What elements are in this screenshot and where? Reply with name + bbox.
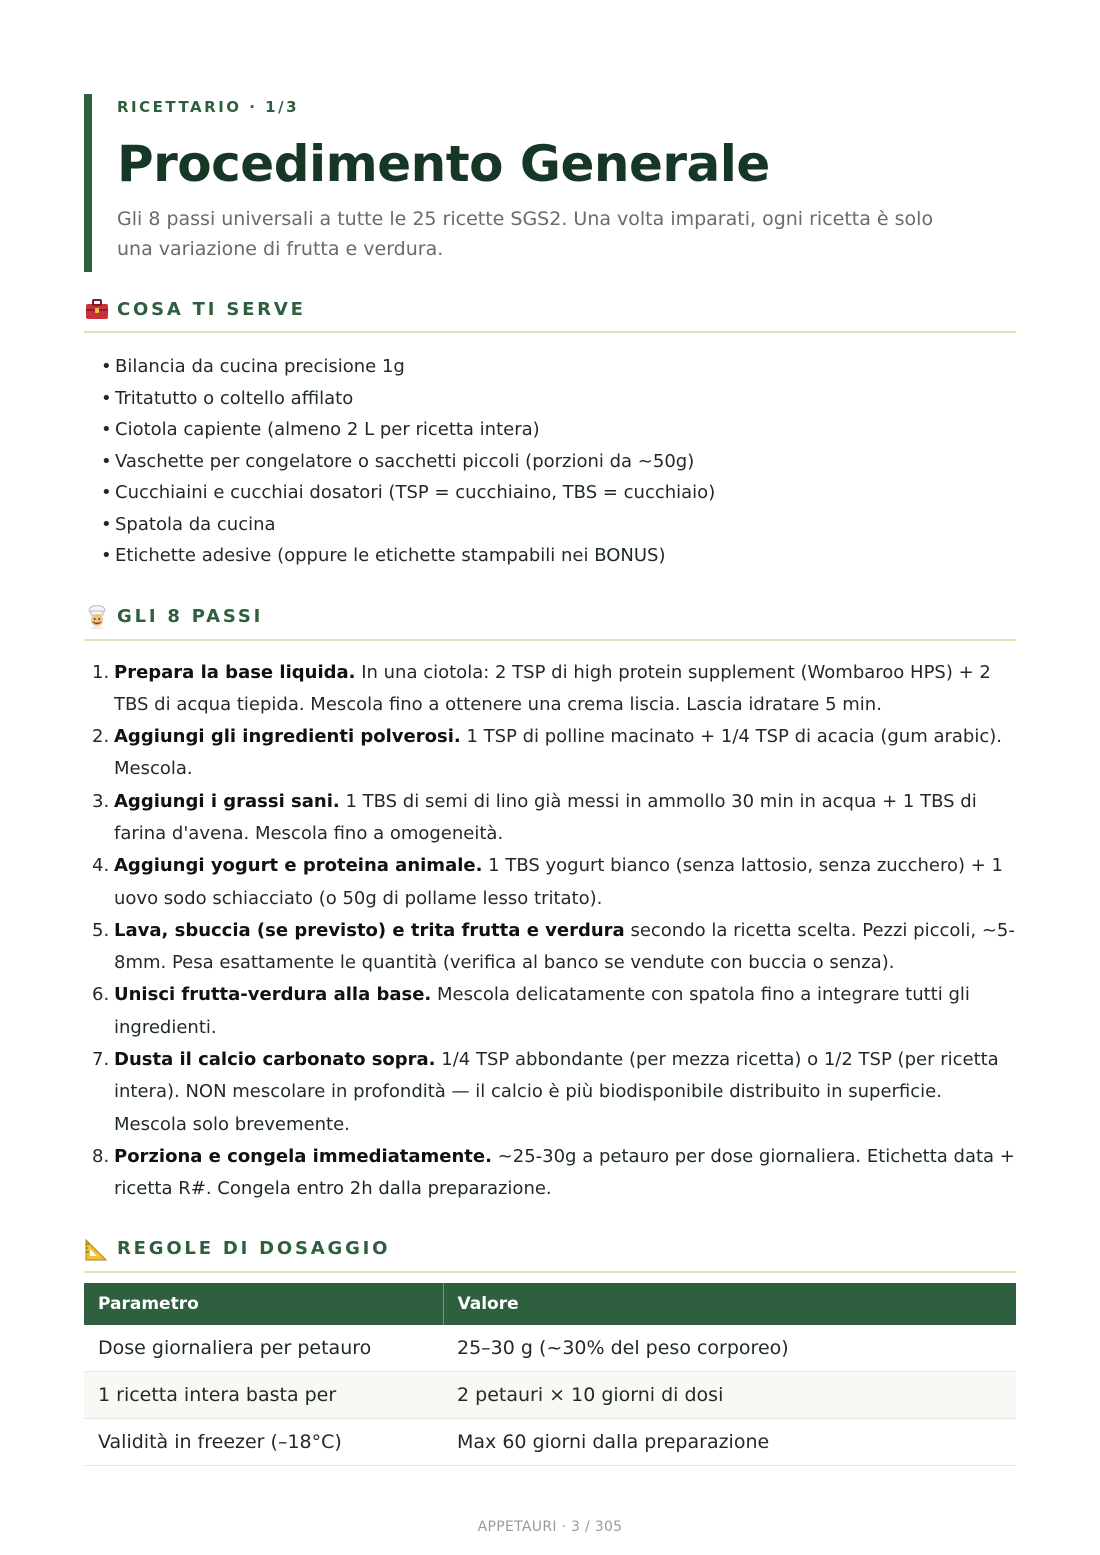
step-title: Porziona e congela immediatamente. (114, 1145, 492, 1167)
step-item (84, 1044, 1016, 1141)
step-title: Aggiungi yogurt e proteina animale. (114, 855, 483, 877)
step-number: 4. (92, 855, 110, 877)
list-item-text: Vaschette per congelatore o sacchetti piccoli (porzioni da ~50g) (115, 450, 695, 472)
steps-list (84, 657, 1016, 1206)
step-text: ~25-30g a petauro per dose giornaliera. Etichetta data + ricetta R#. Congela entro 2h dalla preparazione. (114, 1145, 1015, 1200)
list-item (101, 414, 1016, 446)
section-header-dosing (84, 1236, 1016, 1273)
list-item-text: Spatola da cucina (115, 513, 276, 535)
step-number: 5. (92, 919, 110, 941)
section-title-tools: COSA TI SERVE (117, 298, 306, 320)
step-item (84, 1141, 1016, 1206)
list-item (101, 477, 1016, 509)
step-number: 1. (92, 661, 110, 683)
list-item-text: Cucchiaini e cucchiai dosatori (TSP = cucchiaino, TBS = cucchiaio) (115, 482, 716, 503)
table-cell-parameter: Validità in freezer (–18°C) (84, 1418, 443, 1465)
section-header-tools (84, 296, 1016, 333)
step-item (84, 786, 1016, 851)
step-title: Lava, sbuccia (se previsto) e trita frutta e verdura (114, 919, 625, 941)
tools-list (84, 351, 1016, 572)
toolbox-icon (84, 296, 110, 322)
step-item (84, 915, 1016, 980)
section-title-dosing: REGOLE DI DOSAGGIO (117, 1238, 391, 1260)
bullet-icon: • (101, 387, 112, 409)
step-text: 1 TBS di semi di lino già messi in ammollo 30 min in acqua + 1 TBS di farina d'avena. Mescola fino a omogeneità. (114, 790, 977, 844)
bullet-icon: • (101, 545, 112, 566)
step-text: secondo la ricetta scelta. Pezzi piccoli, ~5-8mm. Pesa esattamente le quantità (verifica al banco se vendute con buccia o senza). (114, 919, 1015, 974)
step-number: 3. (92, 790, 110, 812)
list-item-text: Tritatutto o coltello affilato (115, 387, 354, 409)
step-number: 6. (92, 984, 110, 1006)
step-item (84, 721, 1016, 786)
section-header-steps (84, 604, 1016, 641)
dosing-table (84, 1283, 1016, 1466)
table-row (84, 1371, 1016, 1418)
page-footer: APPETAURI · 3 / 305 (477, 1519, 623, 1535)
column-header-parameter: Parametro (84, 1283, 443, 1325)
bullet-icon: • (101, 356, 112, 377)
step-item (84, 979, 1016, 1044)
step-title: Unisci frutta-verdura alla base. (114, 984, 432, 1006)
list-item-text: Bilancia da cucina precisione 1g (115, 356, 405, 377)
bullet-icon: • (101, 450, 112, 472)
accent-bar (84, 94, 92, 272)
list-item (101, 509, 1016, 541)
step-text: 1/4 TSP abbondante (per mezza ricetta) o 1/2 TSP (per ricetta intera). NON mescolare in profondità — il calcio è più biodisponibile distribuito in superficie. Mescola solo brevemente. (114, 1049, 999, 1135)
table-cell-parameter: Dose giornaliera per petauro (84, 1325, 443, 1372)
column-header-value: Valore (443, 1283, 1016, 1325)
page-title: Procedimento Generale (117, 135, 770, 193)
step-text: Mescola delicatamente con spatola fino a integrare tutti gli ingredienti. (114, 984, 970, 1038)
table-cell-value: 2 petauri × 10 giorni di dosi (443, 1371, 1016, 1418)
step-number: 8. (92, 1145, 110, 1167)
table-row (84, 1325, 1016, 1372)
table-row (84, 1418, 1016, 1465)
step-number: 7. (92, 1049, 110, 1071)
eyebrow-label: RICETTARIO · 1/3 (117, 98, 300, 116)
step-text: 1 TBS yogurt bianco (senza lattosio, senza zucchero) + 1 uovo sodo schiacciato (o 50g di pollame lesso tritato). (114, 855, 1003, 909)
table-cell-value: Max 60 giorni dalla preparazione (443, 1418, 1016, 1465)
step-title: Dusta il calcio carbonato sopra. (114, 1049, 436, 1071)
triangle-ruler-icon (84, 1236, 110, 1262)
page-header (84, 94, 1016, 264)
list-item (101, 351, 1016, 383)
step-text: In una ciotola: 2 TSP di high protein supplement (Wombaroo HPS) + 2 TBS di acqua tiepida. Mescola fino a ottenere una crema liscia. Lascia idratare 5 min. (114, 661, 991, 715)
table-cell-value: 25–30 g (~30% del peso corporeo) (443, 1325, 1016, 1372)
list-item (101, 540, 1016, 572)
section-title-steps: GLI 8 PASSI (117, 606, 264, 627)
page-content (84, 94, 1016, 1466)
table-cell-parameter: 1 ricetta intera basta per (84, 1371, 443, 1418)
step-title: Prepara la base liquida. (114, 661, 356, 683)
list-item (101, 383, 1016, 415)
list-item-text: Etichette adesive (oppure le etichette stampabili nei BONUS) (115, 545, 666, 566)
bullet-icon: • (101, 419, 112, 440)
bullet-icon: • (101, 513, 112, 535)
step-number: 2. (92, 726, 110, 748)
bullet-icon: • (101, 482, 112, 503)
chef-icon (84, 604, 110, 630)
list-item (101, 446, 1016, 478)
step-title: Aggiungi gli ingredienti polverosi. (114, 726, 461, 748)
step-item (84, 850, 1016, 915)
step-text: 1 TSP di polline macinato + 1/4 TSP di acacia (gum arabic). Mescola. (114, 726, 1002, 780)
table-header-row (84, 1283, 1016, 1325)
step-item (84, 657, 1016, 722)
page-subtitle: Gli 8 passi universali a tutte le 25 ricette SGS2. Una volta imparati, ogni ricetta è solo una variazione di frutta e verdura. (117, 208, 934, 260)
list-item-text: Ciotola capiente (almeno 2 L per ricetta intera) (115, 419, 540, 440)
step-title: Aggiungi i grassi sani. (114, 790, 340, 812)
